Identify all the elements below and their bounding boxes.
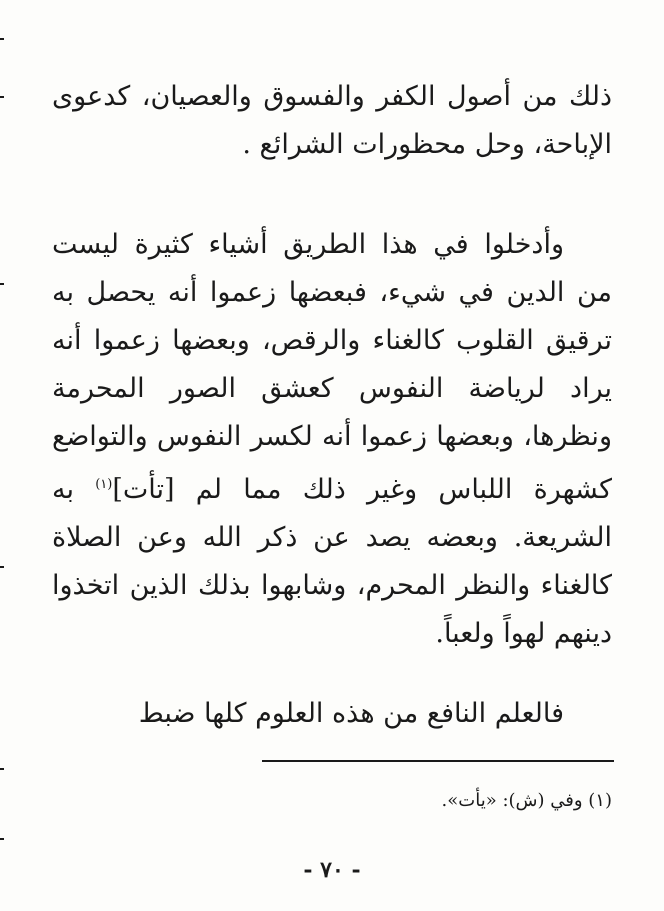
footnote: (١) وفي (ش): «يأت». <box>441 790 612 811</box>
margin-mark <box>0 566 4 568</box>
margin-mark <box>0 838 4 840</box>
paragraph-2-part-1: وأدخلوا في هذا الطريق أشياء كثيرة ليست من الدين في شيء، فبعضها زعموا أنه يحصل به ترقيق القلوب كالغناء والرقص، وبعضها زعموا أنه يراد لرياضة النفوس كعشق الصور المحرمة ونظرها، وبعضها زعموا أنه لكسر النفوس والتواضع كشهرة اللباس وغير ذلك مما لم [تأت] <box>52 229 613 505</box>
paragraph-2 <box>52 221 612 658</box>
paragraph-3: فالعلم النافع من هذه العلوم كلها ضبط <box>138 698 564 729</box>
margin-mark <box>0 96 4 98</box>
footnote-reference-marker: (١) <box>95 477 113 492</box>
paragraph-2-part-2: به الشريعة. وبعضه يصد عن ذكر الله وعن الصلاة كالغناء والنظر المحرم، وشابهوا بذلك الذين اتخذوا دينهم لهواً ولعباً. <box>52 474 612 649</box>
margin-mark <box>0 283 4 285</box>
margin-mark <box>0 768 4 770</box>
footnote-separator-line <box>262 760 614 762</box>
paragraph-1: ذلك من أصول الكفر والفسوق والعصيان، كدعوى الإباحة، وحل محظورات الشرائع . <box>52 81 612 160</box>
margin-mark <box>0 38 4 40</box>
page-number: - ٧٠ - <box>303 857 361 883</box>
